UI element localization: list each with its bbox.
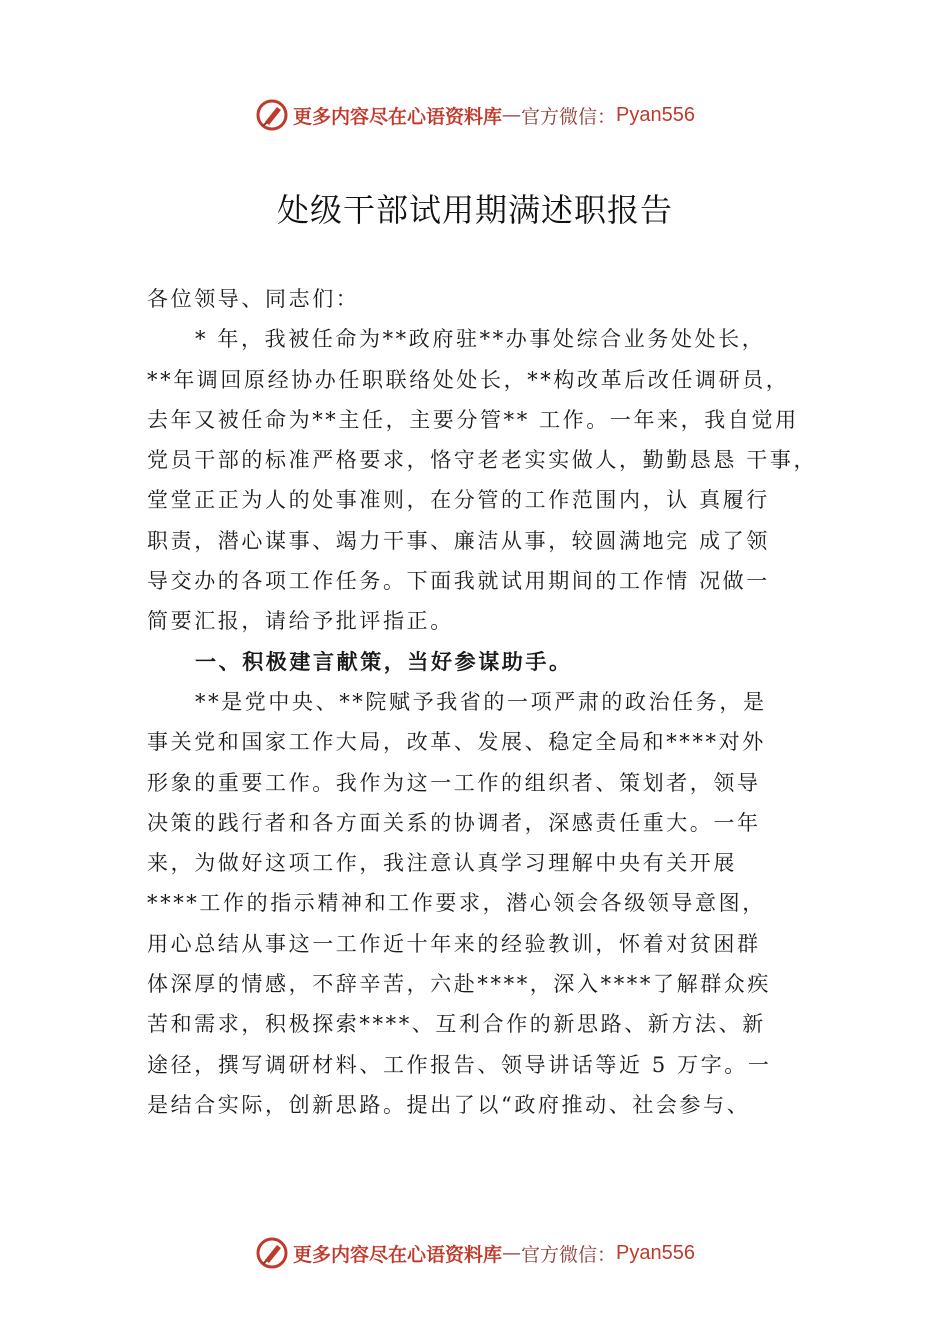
paragraph-line: 决策的践行者和各方面关系的协调者，深感责任重大。一年 — [147, 810, 761, 835]
paragraph-line: 去年又被任命为**主任，主要分管** 工作。一年来，我自觉用 — [147, 407, 799, 432]
paragraph-line: 堂堂正正为人的处事准则，在分管的工作范围内，认 真履行 — [147, 488, 770, 513]
section-heading: 一、积极建言献策，当好参谋助手。 — [195, 649, 573, 674]
paragraph-line: 事关党和国家工作大局，改革、发展、稳定全局和****对外 — [147, 730, 766, 755]
paragraph-line: 途径，撰写调研材料、工作报告、领导讲话等近 5 万字。一 — [147, 1052, 772, 1077]
salutation: 各位领导、同志们： — [147, 287, 360, 311]
pen-circle-icon — [255, 1236, 289, 1270]
paragraph-line: 党员干部的标准严格要求，恪守老老实实做人，勤勤恳恳 干事， — [147, 448, 818, 473]
paragraph-line: * 年，我被任命为**政府驻**办事处综合业务处处长， — [195, 327, 766, 352]
paragraph-line: 导交办的各项工作任务。下面我就试用期间的工作情 况做一 — [147, 569, 770, 594]
watermark-wechat-id: Pyan556 — [616, 1241, 695, 1264]
document-body — [147, 279, 847, 1125]
paragraph-line: 用心总结从事这一工作近十年来的经验教训，怀着对贫困群 — [147, 931, 761, 956]
watermark-brand: 更多内容尽在心语资料库 — [293, 105, 503, 128]
header-watermark — [0, 95, 950, 135]
paragraph-line: 职责，潜心谋事、竭力干事、廉洁从事，较圆满地完 成了领 — [147, 528, 770, 553]
paragraph-line: 体深厚的情感，不辞辛苦，六赴****，深入****了解群众疾 — [147, 972, 771, 997]
paragraph-line: ****工作的指示精神和工作要求，潜心领会各级领导意图， — [147, 891, 766, 916]
pen-circle-icon — [255, 98, 289, 132]
watermark-wechat-label: 官方微信： — [521, 1243, 617, 1266]
paragraph-line: 是结合实际，创新思路。提出了以“政府推动、社会参与、 — [147, 1092, 751, 1117]
watermark-wechat-label: 官方微信： — [521, 105, 617, 128]
document-title: 处级干部试用期满述职报告 — [276, 191, 673, 229]
paragraph-line: 简要汇报，请给予批评指正。 — [147, 609, 454, 634]
watermark-separator: — — [502, 1242, 522, 1264]
paragraph-line: **是党中央、**院赋予我省的一项严肃的政治任务，是 — [195, 689, 767, 714]
paragraph-line: 苦和需求，积极探索****、互利合作的新思路、新方法、新 — [147, 1012, 766, 1037]
footer-watermark — [0, 1233, 950, 1273]
paragraph-line: 来，为做好这项工作，我注意认真学习理解中央有关开展 — [147, 851, 737, 876]
watermark-brand: 更多内容尽在心语资料库 — [293, 1243, 503, 1266]
watermark-separator: — — [502, 104, 522, 126]
watermark-wechat-id: Pyan556 — [616, 103, 695, 126]
paragraph-line: **年调回原经协办任职联络处处长，**构改革后改任调研员， — [147, 367, 790, 392]
paragraph-line: 形象的重要工作。我作为这一工作的组织者、策划者，领导 — [147, 770, 761, 795]
